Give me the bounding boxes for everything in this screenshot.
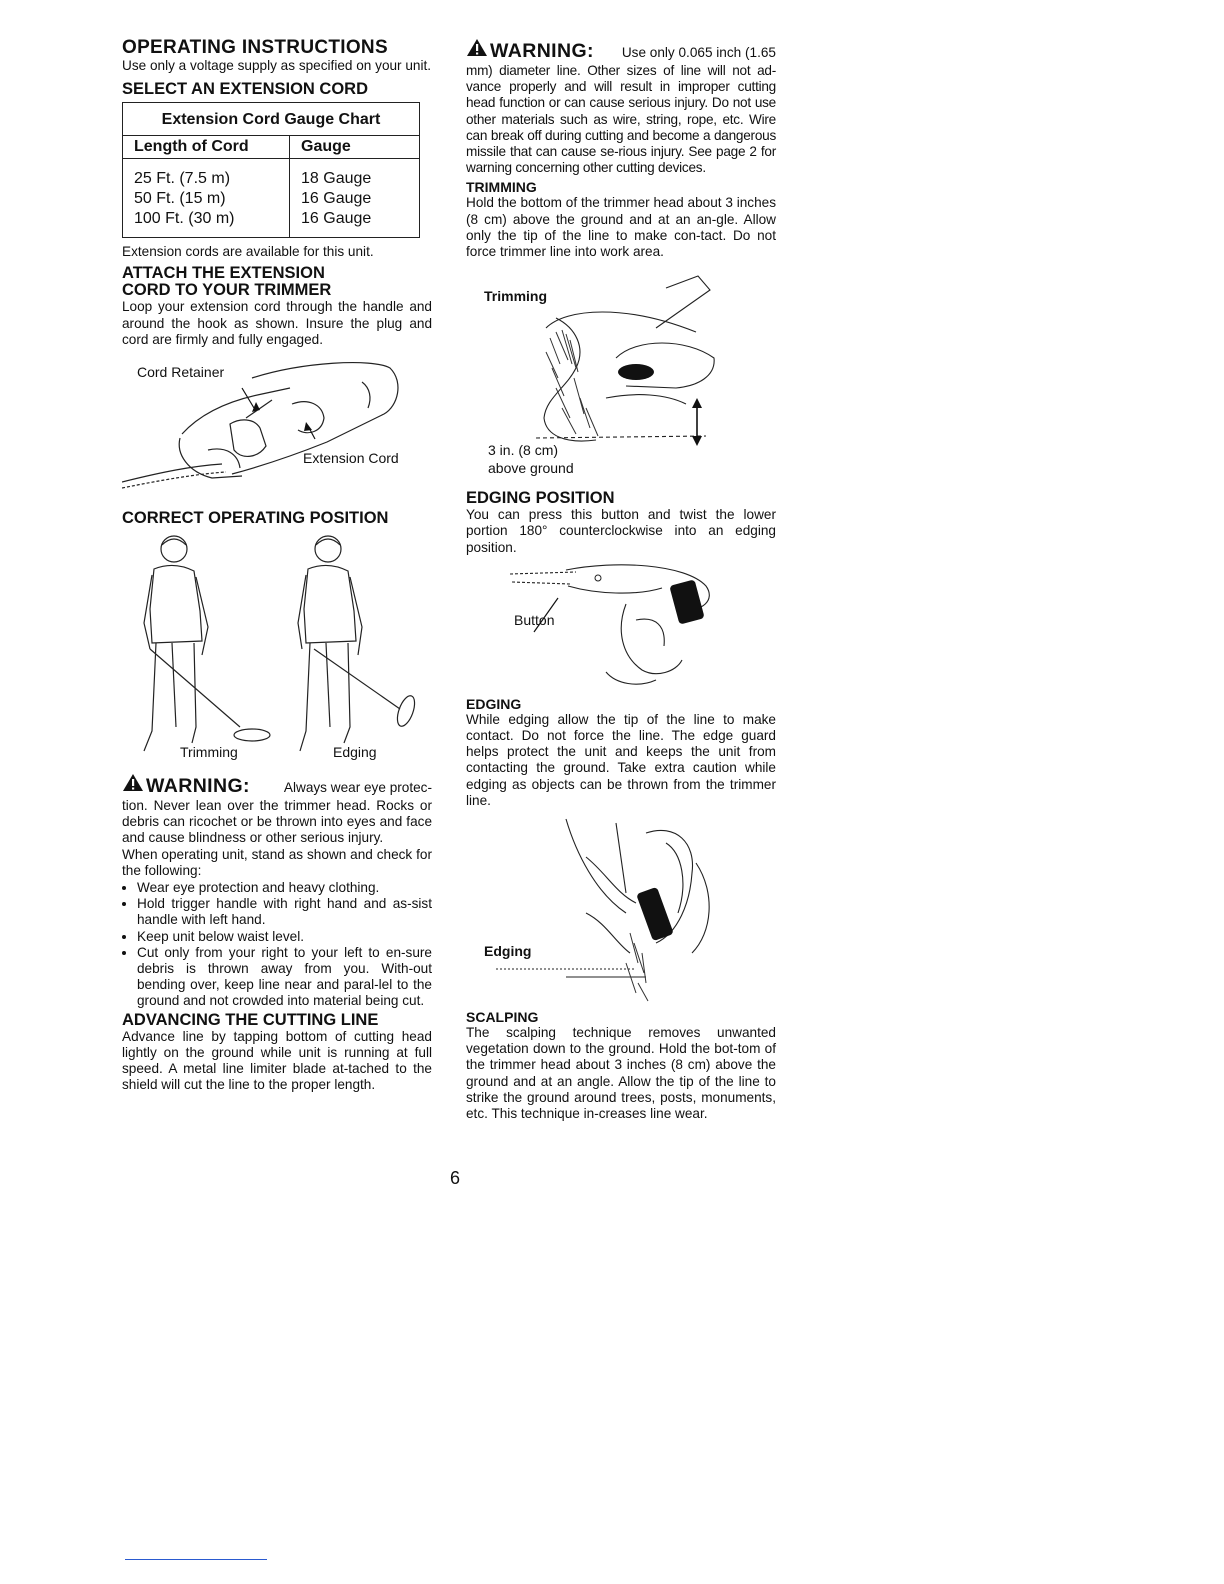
page-number: 6 (450, 1168, 461, 1188)
operating-position-figure (122, 531, 432, 769)
operator-illustration (122, 531, 432, 769)
scalping-text: The scalping technique removes unwanted vegetation down to the ground. Hold the bot-tom of the trimmer head about 3 inches (8 cm) above the ground and at an angle. Allow the tip of the line to strike the ground around trees, posts, monuments, etc. This technique in-creases line wear. (466, 1025, 776, 1122)
right-column (466, 38, 776, 1122)
list-item: • Cut only from your right to your left to en-sure debris is thrown away from you. With-out bending over, keep line near and paral-lel to the ground and not crowded into material being cut. (137, 945, 432, 1010)
eye-warning (122, 773, 432, 798)
gauge-cells (290, 159, 420, 238)
footer-divider (125, 1559, 267, 1560)
scalping-heading: SCALPING (466, 1009, 539, 1026)
warning-triangle-icon (466, 38, 488, 62)
stand-text: When operating unit, stand as shown and check for the following: (122, 846, 432, 878)
warning-lead-text: Always wear eye protec- (283, 780, 432, 796)
attach-heading-line2: CORD TO YOUR TRIMMER (122, 281, 332, 300)
trimming-figure-title: Trimming (484, 288, 548, 305)
voltage-text: Use only a voltage supply as specified on your unit. (122, 58, 432, 73)
list-item: • Hold trigger handle with right hand and as-sist handle with left hand. (137, 896, 432, 928)
edging-position-heading: EDGING POSITION (466, 489, 615, 508)
gauge-chart-caption: Extension Cord Gauge Chart (123, 103, 420, 136)
button-figure (466, 560, 776, 694)
edging-illustration (466, 813, 776, 1009)
edging-label: Edging (333, 744, 377, 761)
table-cell: 50 Ft. (15 m) (134, 190, 226, 208)
line-warning (466, 38, 776, 63)
edging-position-text: You can press this button and twist the lower portion 180° counterclockwise into an edging position. (466, 507, 776, 555)
table-cell: 25 Ft. (7.5 m) (134, 170, 231, 188)
attach-text: Loop your extension cord through the handle and around the hook as shown. Insure the plug and cord are firmly and fully engaged. (122, 299, 432, 347)
warning-label: WARNING: (490, 40, 594, 62)
left-column (122, 38, 432, 1093)
trimming-heading: TRIMMING (466, 179, 537, 196)
warning-triangle-icon (122, 773, 144, 797)
button-illustration (466, 560, 776, 694)
trimming-label: Trimming (180, 744, 238, 761)
advancing-line-text: Advance line by tapping bottom of cutting head lightly on the ground while unit is running at full speed. A metal line limiter blade at-tached to the shield will cut the line to the proper length. (122, 1028, 432, 1093)
attach-heading-line1: ATTACH THE EXTENSION (122, 264, 325, 283)
table-header-length: Length of Cord (123, 136, 290, 159)
list-item: • Wear eye protection and heavy clothing. (137, 880, 432, 896)
button-label: Button (514, 611, 555, 628)
table-cell: 18 Gauge (301, 170, 372, 188)
warning-label: WARNING: (146, 775, 250, 798)
table-cell: 16 Gauge (301, 210, 372, 228)
table-header-gauge: Gauge (290, 136, 420, 159)
extension-cord-label: Extension Cord (303, 450, 399, 467)
warning-lead-text: Use only 0.065 inch (1.65 (621, 45, 776, 60)
extension-note: Extension cords are available for this unit. (122, 244, 374, 260)
operating-position-heading: CORRECT OPERATING POSITION (122, 509, 389, 528)
cord-retainer-figure (122, 354, 432, 504)
list-item: • Keep unit below waist level. (137, 929, 432, 945)
edging-text: While edging allow the tip of the line to make contact. Do not force the line. The edge guard helps protect the unit and keeps the unit from contacting the ground. Take extra caution while edging as objects can be thrown from the trimmer line. (466, 711, 776, 808)
gauge-chart-table (122, 102, 420, 238)
extension-cord-heading: SELECT AN EXTENSION CORD (122, 80, 368, 99)
line-warning-text: mm) diameter line. Other sizes of line will not ad-vance properly and will result in improper cutting head function or can cause serious injury. Do not use other materials such as wire, string, rope, etc. Wire can break off during cutting and become a dangerous missile that can cause se-rious injury. See page 2 for warning concerning other cutting devices. (466, 63, 776, 176)
trimming-text: Hold the bottom of the trimmer head about 3 inches (8 cm) above the ground and at an an-gle. Allow only the tip of the line to make con-tact. Do not force trimmer line into work area. (466, 195, 776, 260)
eye-warning-text: tion. Never lean over the trimmer head. Rocks or debris can ricochet or be thrown into eyes and face and cause blindness or other serious injury. (122, 798, 432, 846)
height-label-line2: above ground (488, 460, 574, 477)
edging-figure (466, 813, 776, 1009)
height-label-line1: 3 in. (8 cm) (488, 442, 559, 459)
cord-retainer-label: Cord Retainer (137, 364, 225, 381)
table-cell: 16 Gauge (301, 190, 372, 208)
checklist (122, 880, 432, 1010)
operating-instructions-heading: OPERATING INSTRUCTIONS (122, 37, 388, 58)
advancing-line-heading: ADVANCING THE CUTTING LINE (122, 1010, 379, 1029)
trimming-figure (466, 268, 776, 490)
edging-heading: EDGING (466, 695, 522, 712)
table-cell: 100 Ft. (30 m) (134, 210, 235, 228)
length-cells (123, 159, 290, 238)
edging-figure-title: Edging (484, 943, 532, 960)
